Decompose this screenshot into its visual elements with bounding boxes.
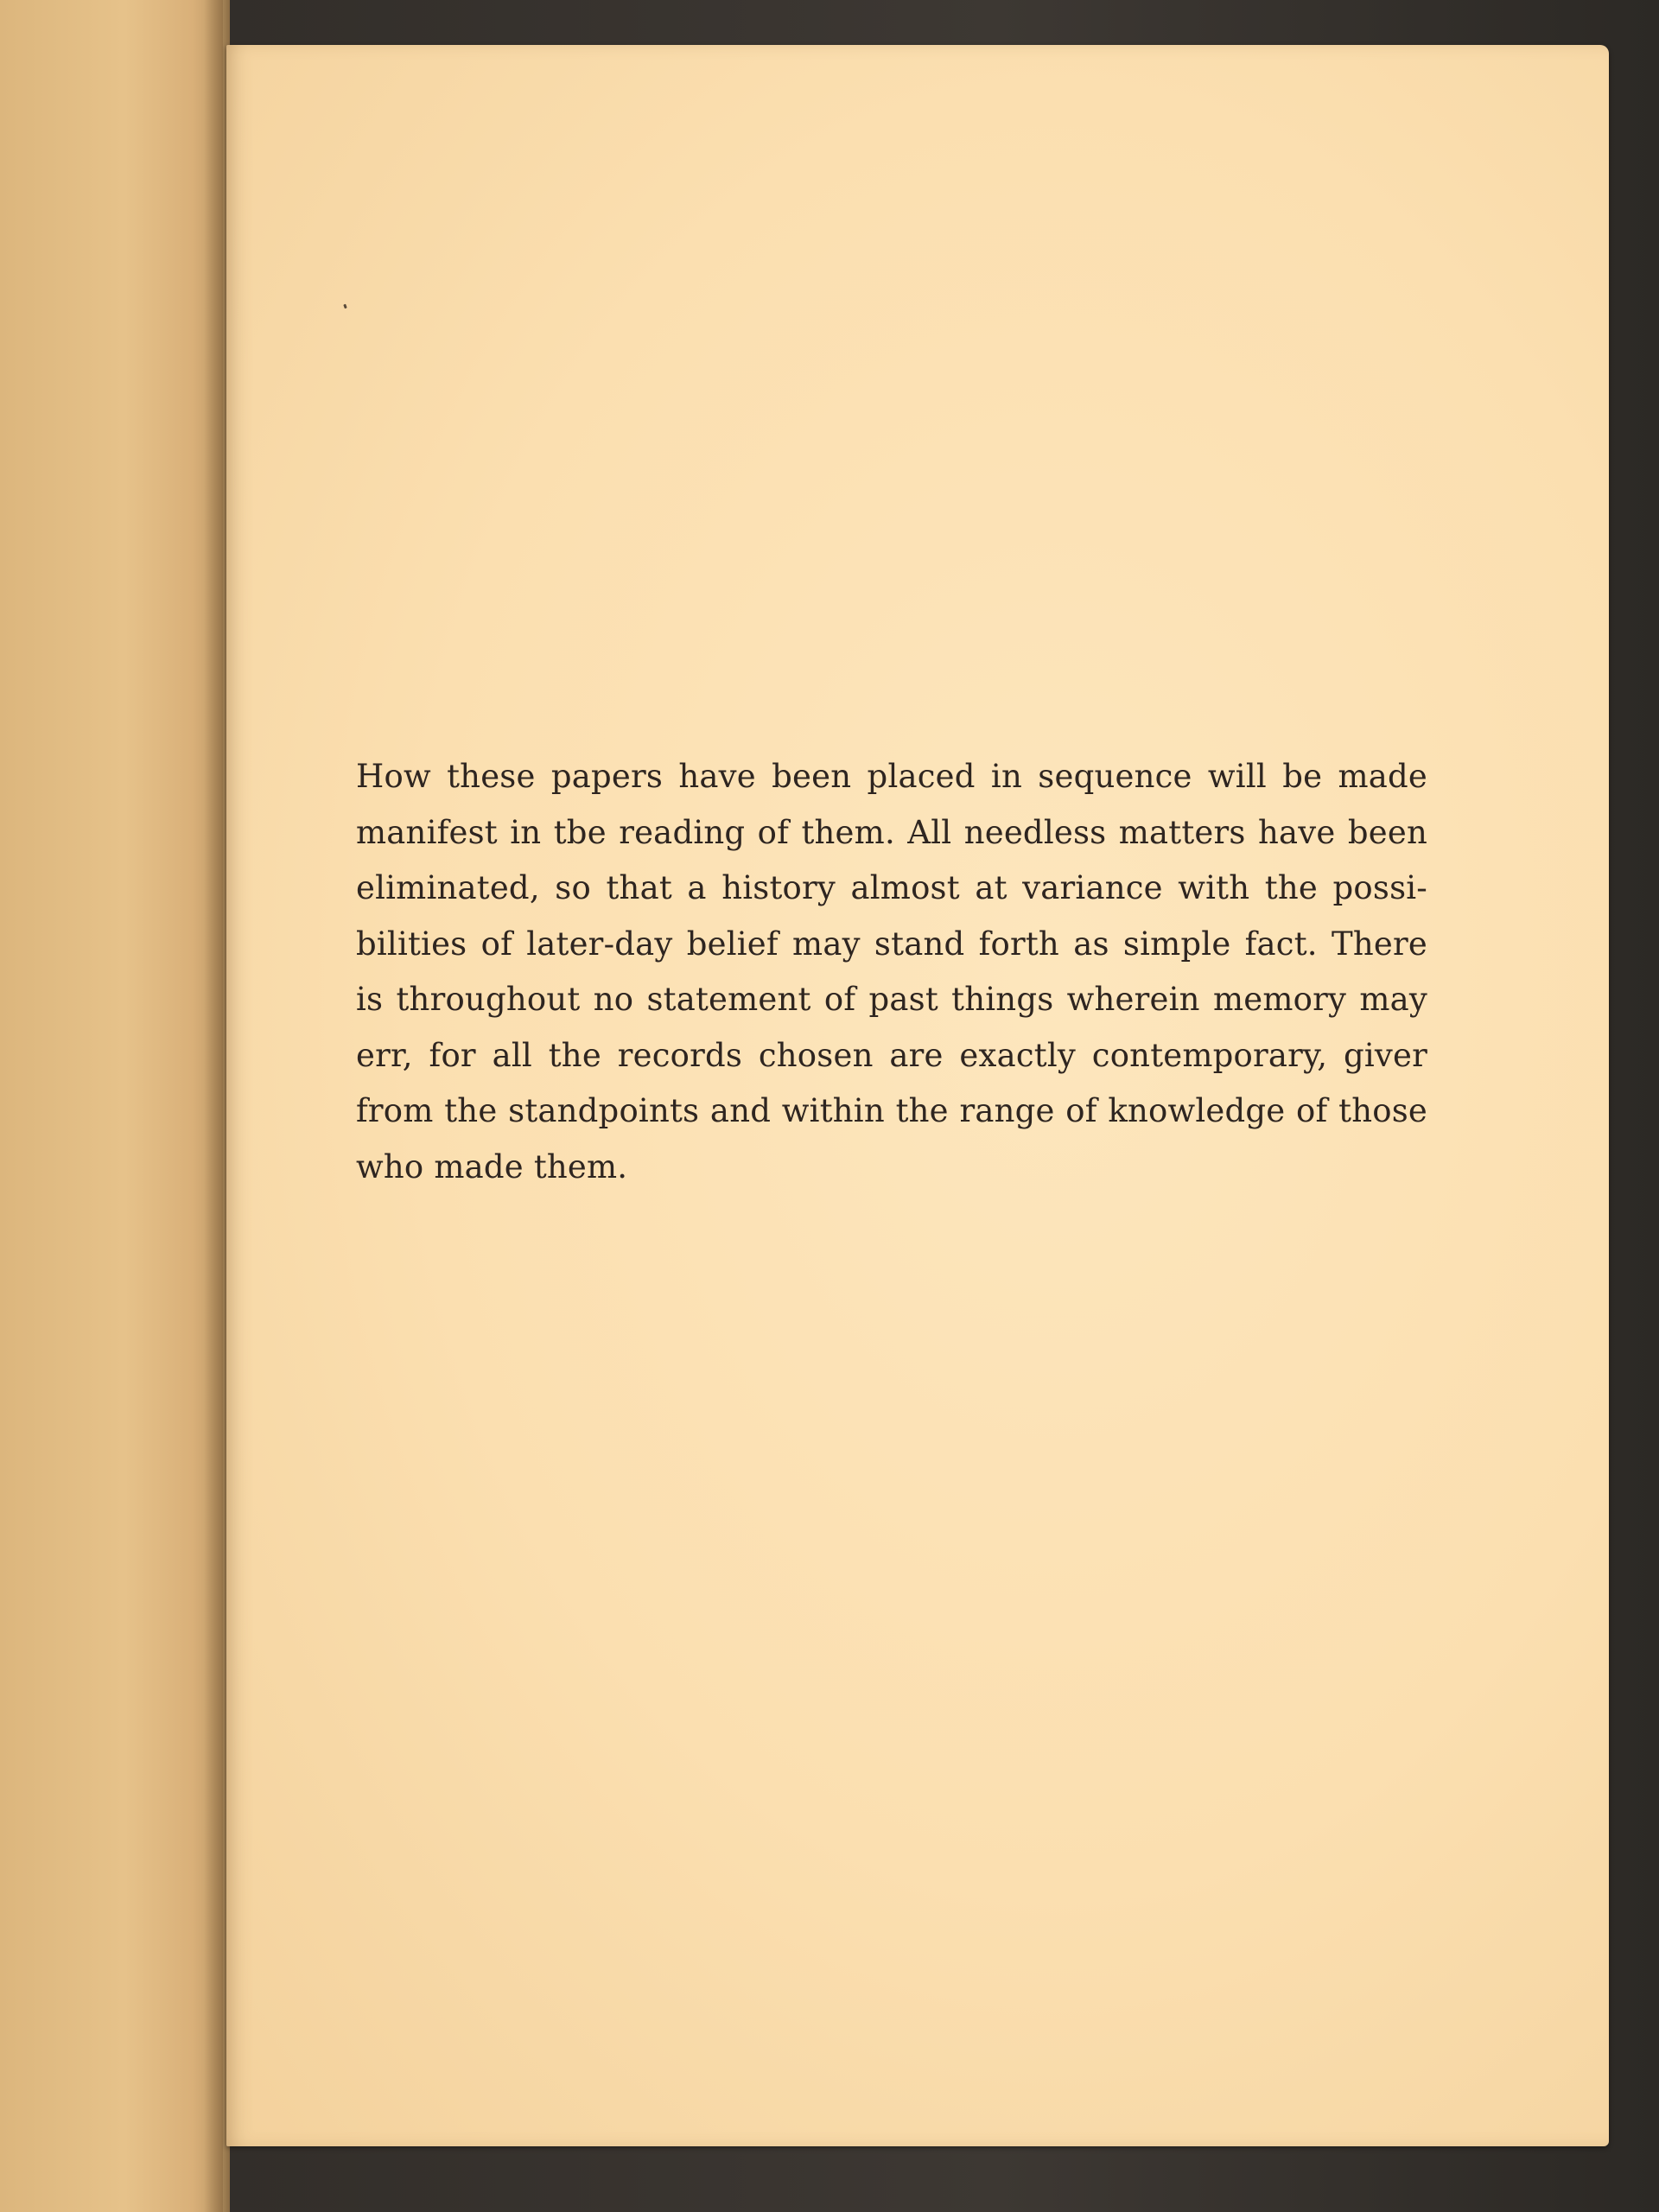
right-page: [226, 45, 1609, 2146]
body-paragraph: How these papers have been placed in sequence will be made manifest in tbe reading of them. All needless matters have been eliminated, so that a history almost at variance with the possi-bilities of later-day belief may stand forth as simple fact. There is throughout no statement of past things wherein memory may err, for all the records chosen are exactly contemporary, giver from the standpoints and within the range of knowledge of those who made them.: [356, 758, 1427, 1185]
left-page: [0, 0, 226, 2212]
paper-speck: [343, 304, 347, 309]
